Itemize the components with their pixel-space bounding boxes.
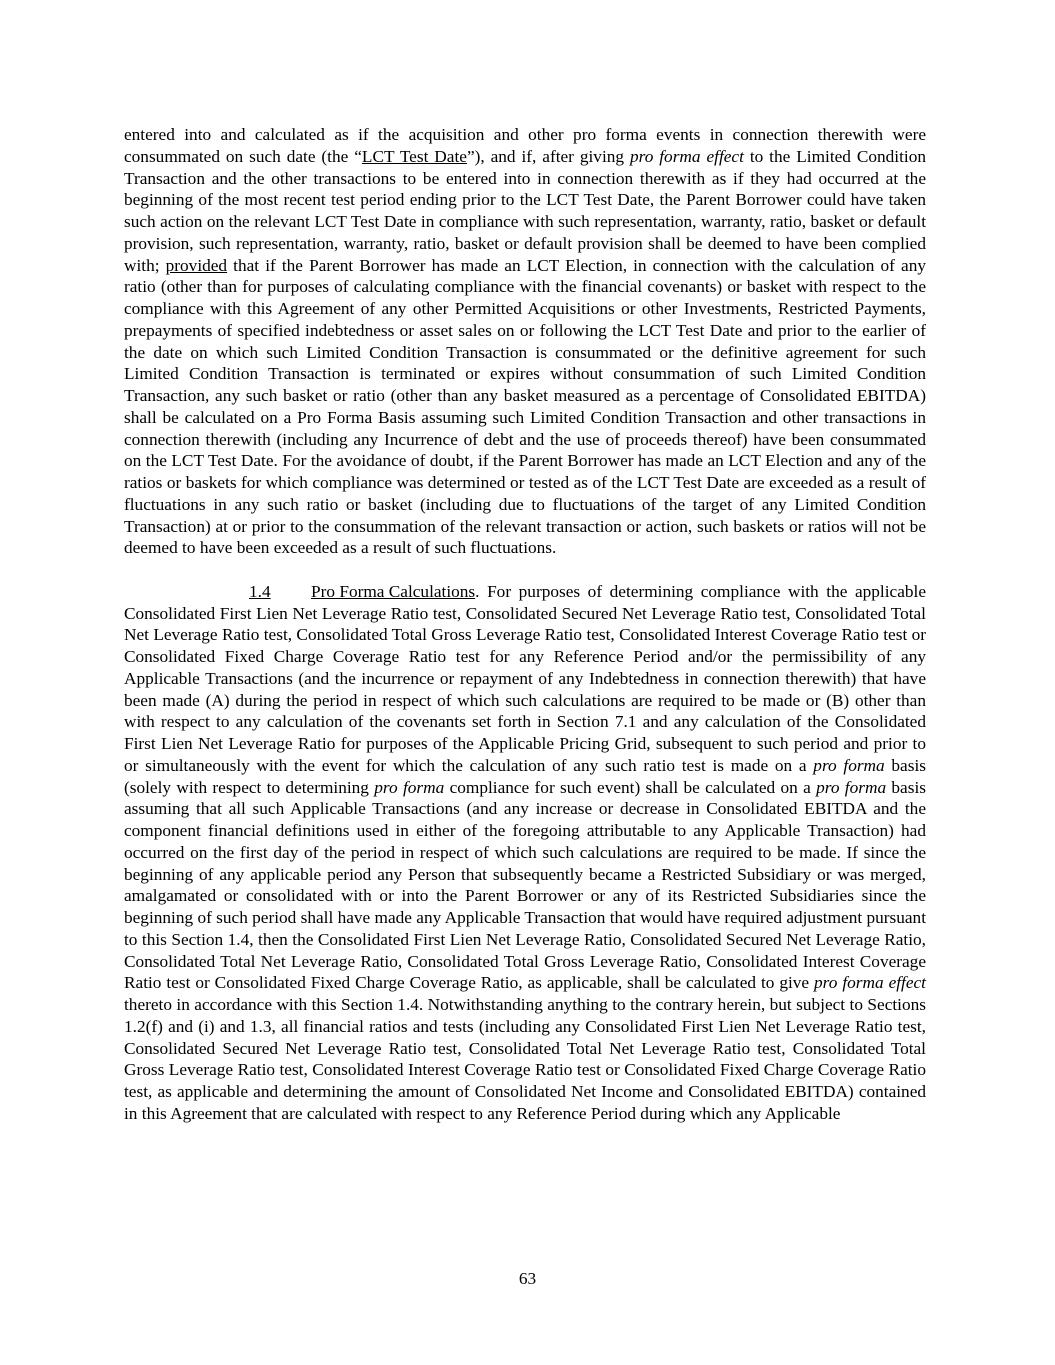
underlined-provided: provided [165,255,228,275]
italic-pro-forma-effect: pro forma effect [814,973,926,993]
section-heading [124,581,479,603]
section-1-4-paragraph [124,581,926,1125]
section-title-period: . [475,581,480,601]
text-run: ”), and if, after giving [466,146,630,166]
italic-pro-forma: pro forma [374,777,445,797]
italic-pro-forma: pro forma [813,755,885,775]
italic-pro-forma: pro forma [816,777,887,797]
text-run: compliance for such event) shall be calculated on a [444,777,817,797]
text-run: thereto in accordance with this Section 1.4. Notwithstanding anything to the contrary herein, but subject to Sections 1.2(f) and (i) and 1.3, all financial ratios and tests (including any Consolidated First Lien Net Leverage Ratio test, Consolidated Secured Net Leverage Ratio test, Consolidated Total Net Leverage Ratio test, Consolidated Total Gross Leverage Ratio test, Consolidated Interest Coverage Ratio test or Consolidated Fixed Charge Coverage Ratio test, as applicable and determining the amount of Consolidated Net Income and Consolidated EBITDA) contained in this Agreement that are calculated with respect to any Reference Period during which any Applicable [124,995,926,1123]
text-run: that if the Parent Borrower has made an LCT Election, in connection with the calculation of any ratio (other than for purposes of calculating compliance with the financial covenants) or basket with respect to the compliance with this Agreement of any other Permitted Acquisitions or other Investments, Restricted Payments, prepayments of specified indebtedness or asset sales on or following the LCT Test Date and prior to the earlier of the date on which such Limited Condition Transaction is consummated or the definitive agreement for such Limited Condition Transaction is terminated or expires without consummation of such Limited Condition Transaction, any such basket or ratio (other than any basket measured as a percentage of Consolidated EBITDA) shall be calculated on a Pro Forma Basis assuming such Limited Condition Transaction and other transactions in connection therewith (including any Incurrence of debt and the use of proceeds thereof) have been consummated on the LCT Test Date. For the avoidance of doubt, if the Parent Borrower has made an LCT Election and any of the ratios or baskets for which compliance was determined or tested as of the LCT Test Date are exceeded as a result of fluctuations in any such ratio or basket (including due to fluctuations of the target of any Limited Condition Transaction) at or prior to the consummation of the relevant transaction or action, such baskets or ratios will not be deemed to have been exceeded as a result of such fluctuations. [124,255,926,558]
section-number: 1.4 [249,581,271,601]
defined-term-lct-test-date: LCT Test Date [361,146,467,166]
text-run: basis assuming that all such Applicable Transactions (and any increase or decrease in Consolidated EBITDA and the component financial definitions used in either of the foregoing attributable to any Applicable Transaction) had occurred on the first day of the period in respect of which such calculations are required to be made. If since the beginning of any applicable period any Person that subsequently became a Restricted Subsidiary or was merged, amalgamated or consolidated with or into the Parent Borrower or any of its Restricted Subsidiaries since the beginning of such period shall have made any Applicable Transaction that would have required adjustment pursuant to this Section 1.4, then the Consolidated First Lien Net Leverage Ratio, Consolidated Secured Net Leverage Ratio, Consolidated Total Net Leverage Ratio, Consolidated Total Gross Leverage Ratio, Consolidated Interest Coverage Ratio test or Consolidated Fixed Charge Coverage Ratio, as applicable, shall be calculated to give [124,777,926,993]
paragraph-lct-test-date [124,124,926,559]
text-run: basis (solely with respect to determining [124,755,926,797]
text-run: to the Limited Condition Transaction and the other transactions to be entered into in connection therewith as if they had occurred at the beginning of the most recent test period ending prior to the LCT Test Date, the Parent Borrower could have taken such action on the relevant LCT Test Date in compliance with such representation, warranty, ratio, basket or default provision, such representation, warranty, ratio, basket or default provision shall be deemed to have been complied with; [124,146,926,275]
italic-pro-forma-effect: pro forma effect [629,146,744,166]
page-number: 63 [518,1269,537,1288]
text-run: entered into and calculated as if the acquisition and other pro forma events in connection therewith were consummated on such date (the “ [124,125,926,166]
document-body [124,124,926,1125]
section-title: Pro Forma Calculations [311,581,476,601]
text-run: For purposes of determining compliance with the applicable Consolidated First Lien Net Leverage Ratio test, Consolidated Secured Net Leverage Ratio test, Consolidated Total Net Leverage Ratio test, Consolidated Total Gross Leverage Ratio test, Consolidated Interest Coverage Ratio test or Consolidated Fixed Charge Coverage Ratio test for any Reference Period and/or the permissibility of any Applicable Transactions (and the incurrence or repayment of any Indebtedness in connection therewith) that have been made (A) during the period in respect of which such calculations are required to be made or (B) other than with respect to any calculation of the covenants set forth in Section 7.1 and any calculation of the Consolidated First Lien Net Leverage Ratio for purposes of the Applicable Pricing Grid, subsequent to such period and prior to or simultaneously with the event for which the calculation of any such ratio test is made on a [124,581,926,775]
